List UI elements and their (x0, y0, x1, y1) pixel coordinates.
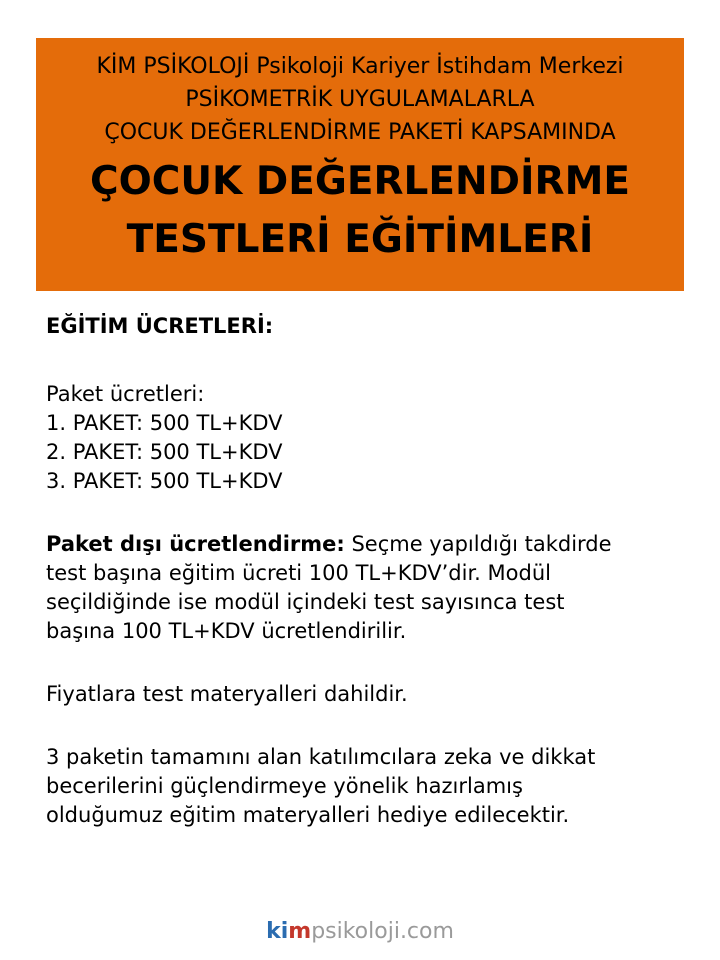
extra-pricing-lead: Paket dışı ücretlendirme: (46, 532, 345, 556)
banner-line-psychometric: PSİKOMETRİK UYGULAMALARLA (185, 87, 535, 112)
fees-heading: EĞİTİM ÜCRETLERİ: (46, 314, 274, 338)
fees-section (46, 312, 686, 830)
site-logo (0, 918, 720, 946)
logo-part-domain: psikoloji.com (311, 919, 454, 944)
banner-title-line2: TESTLERİ EĞİTİMLERİ (126, 217, 594, 262)
gift-line-1: 3 paketin tamamını alan katılımcılara zeka ve dikkat (46, 745, 596, 769)
extra-pricing-line-2: test başına eğitim ücreti 100 TL+KDV’dir. Modül (46, 561, 551, 585)
banner-line-organization: KİM PSİKOLOJİ Psikoloji Kariyer İstihdam Merkezi (96, 54, 624, 79)
banner-title-line1: ÇOCUK DEĞERLENDİRME (89, 159, 631, 204)
extra-pricing-line-3: seçildiğinde ise modül içindeki test sayısınca test (46, 590, 565, 614)
banner-line-package: ÇOCUK DEĞERLENDİRME PAKETİ KAPSAMINDA (104, 120, 616, 145)
extra-pricing-paragraph (46, 530, 686, 559)
gift-line-2: becerilerini güçlendirmeye yönelik hazırlamış (46, 774, 523, 798)
package-item-1: 1. PAKET: 500 TL+KDV (46, 411, 283, 435)
gift-line-3: olduğumuz eğitim materyalleri hediye edilecektir. (46, 803, 570, 827)
title-banner (36, 38, 684, 291)
extra-pricing-line-4: başına 100 TL+KDV ücretlendirilir. (46, 619, 407, 643)
extra-pricing-line-1: Seçme yapıldığı takdirde (344, 532, 612, 556)
logo-part-ki: ki (266, 919, 289, 944)
package-item-3: 3. PAKET: 500 TL+KDV (46, 469, 283, 493)
logo-part-m: m (288, 919, 312, 944)
packages-label: Paket ücretleri: (46, 382, 205, 406)
materials-note: Fiyatlara test materyalleri dahildir. (46, 682, 408, 706)
package-item-2: 2. PAKET: 500 TL+KDV (46, 440, 283, 464)
